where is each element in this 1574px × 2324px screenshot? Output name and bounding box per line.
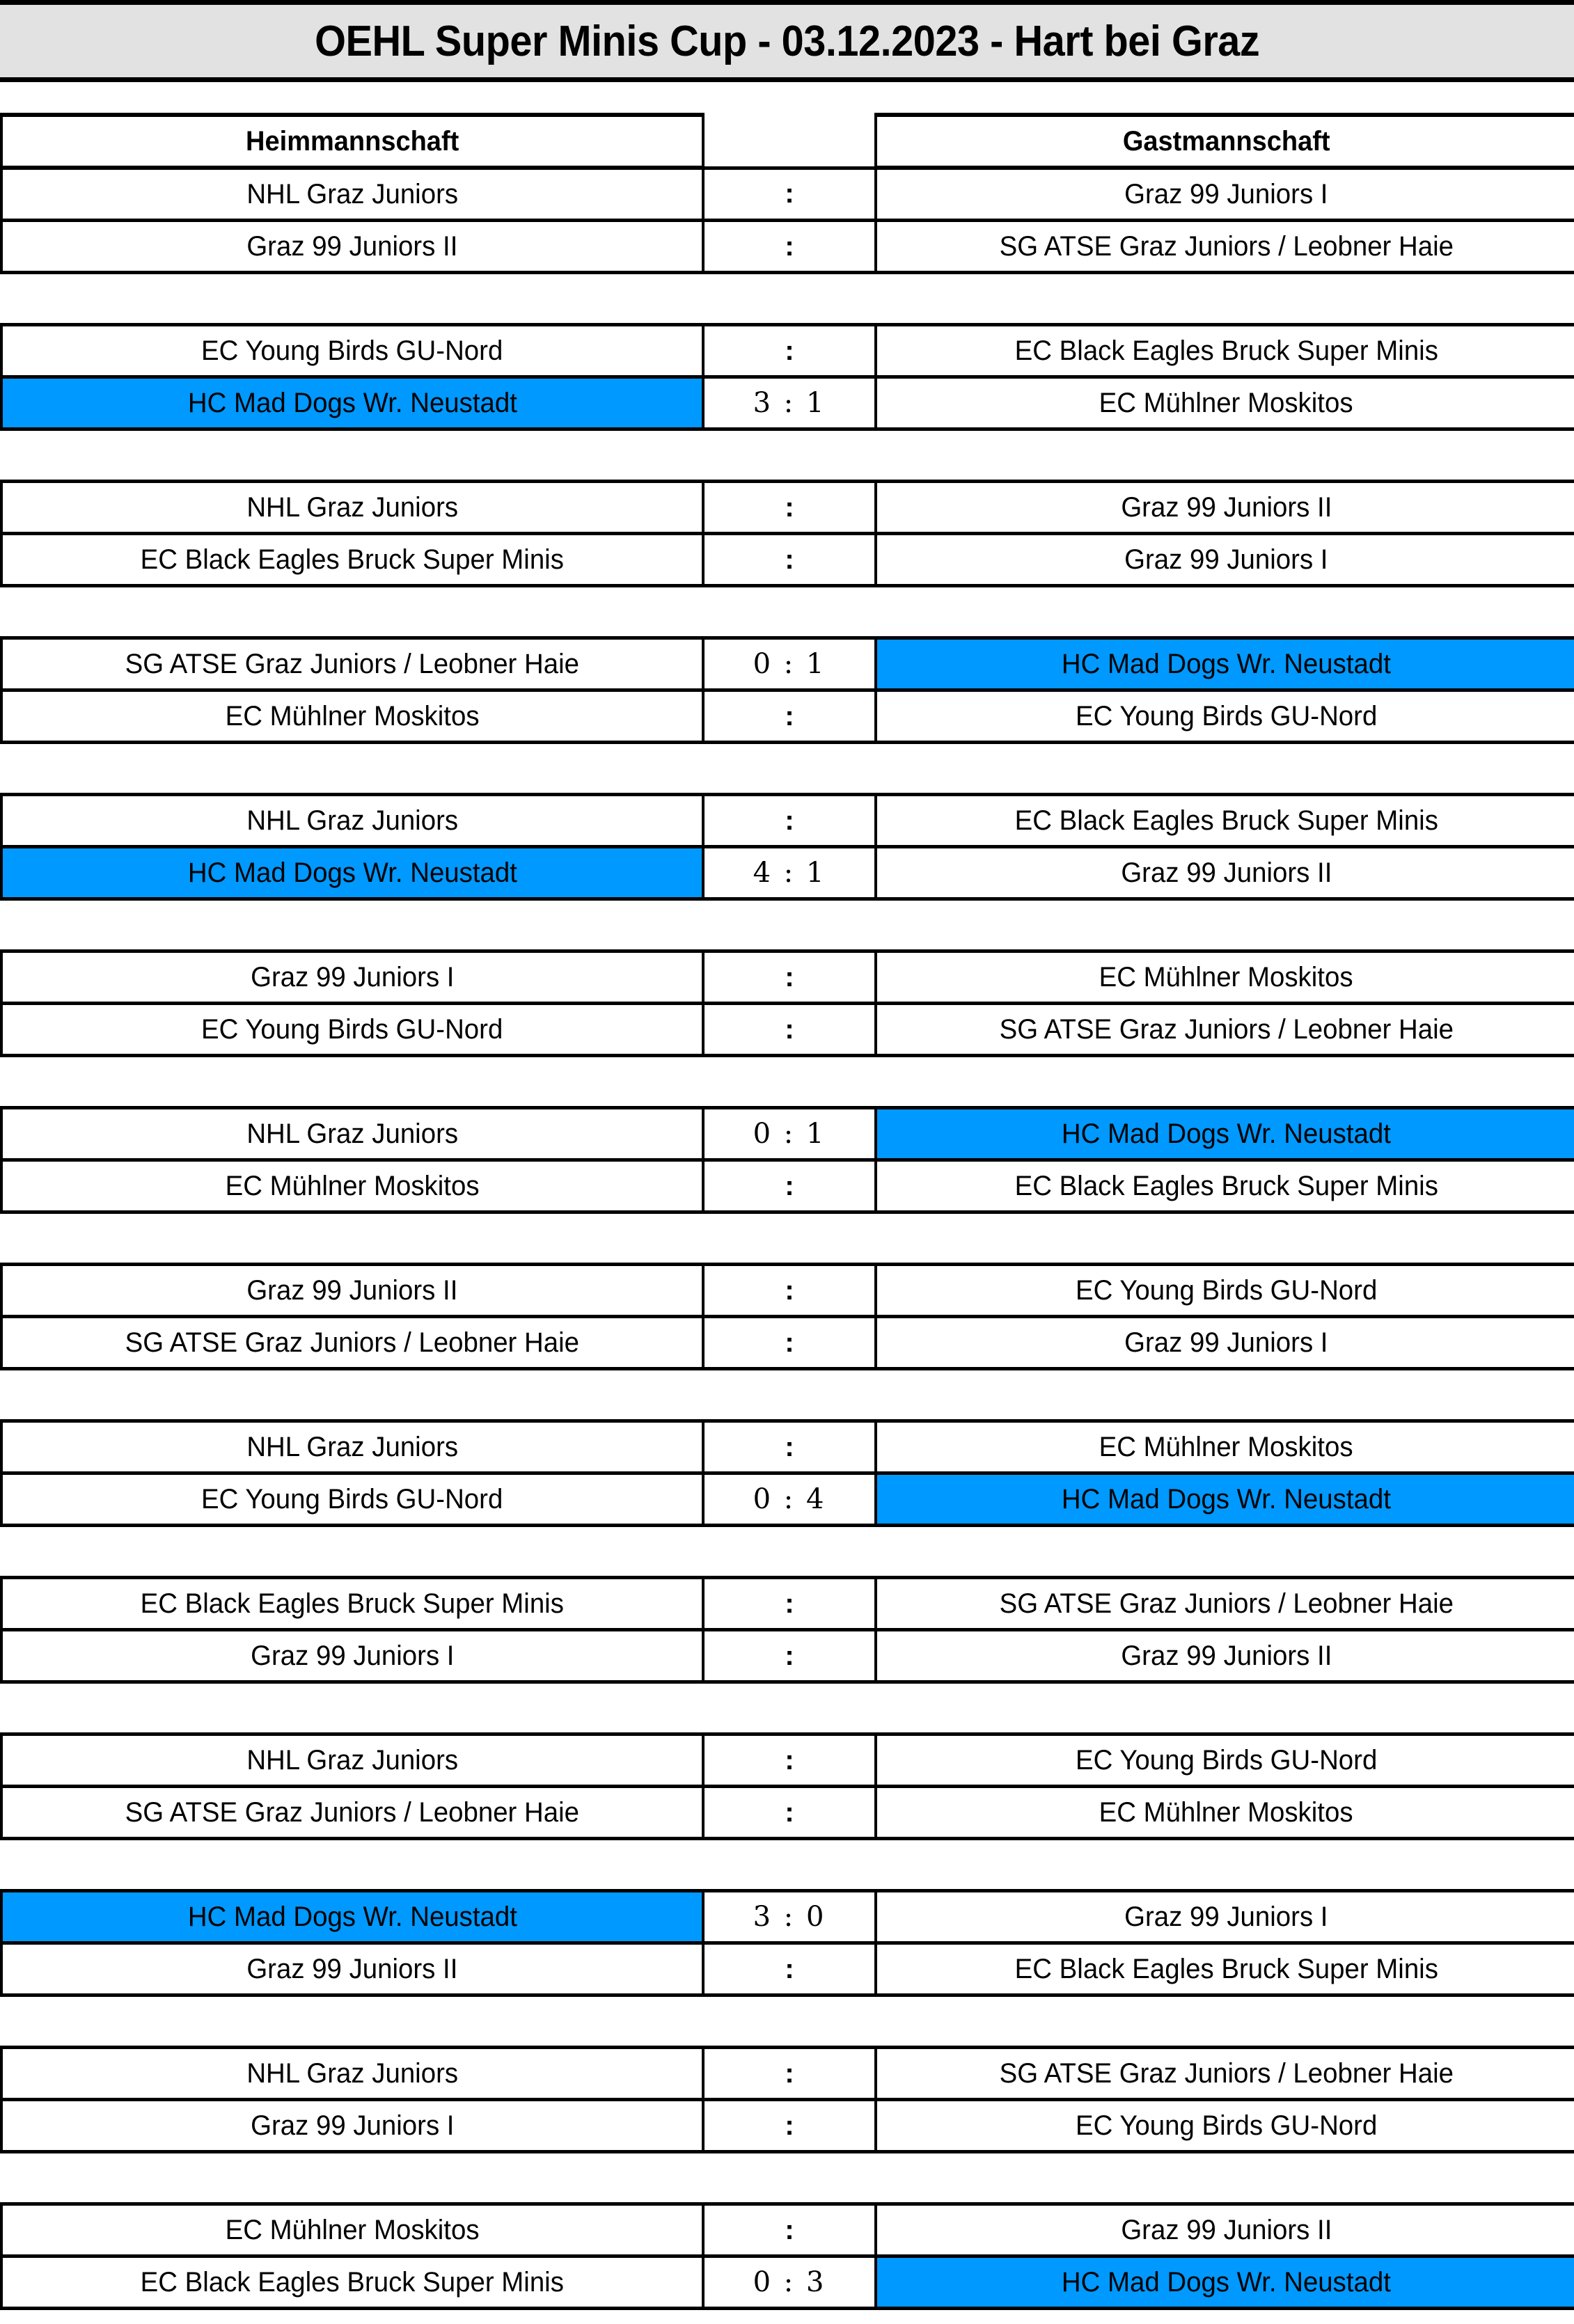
group-separator-row (1, 586, 1574, 638)
home-team-cell (1, 1630, 703, 1682)
away-team-cell (876, 690, 1574, 743)
score-cell: : (703, 951, 876, 1004)
group-separator-cell (703, 273, 876, 325)
table-row (1, 1160, 1574, 1212)
home-team-name: NHL Graz Juniors (246, 805, 458, 836)
away-team-cell (876, 1578, 1574, 1630)
home-team-name: EC Black Eagles Bruck Super Minis (140, 2266, 565, 2298)
home-team-cell (1, 2256, 703, 2309)
table-row (1, 1578, 1574, 1630)
away-team-name: EC Black Eagles Bruck Super Minis (1014, 335, 1438, 366)
group-separator-row (1, 1995, 1574, 2048)
home-team-cell (1, 795, 703, 847)
home-team-name: EC Mühlner Moskitos (225, 2214, 480, 2245)
group-separator-row (1, 1839, 1574, 1891)
score-cell: : (703, 2204, 876, 2256)
table-row (1, 1891, 1574, 1943)
group-separator-cell (876, 1526, 1574, 1578)
away-team-name: Graz 99 Juniors II (1120, 2214, 1332, 2245)
group-separator-cell (1, 1682, 703, 1734)
home-team-name: SG ATSE Graz Juniors / Leobner Haie (125, 648, 580, 679)
away-team-cell (876, 1317, 1574, 1369)
table-row (1, 1421, 1574, 1473)
away-team-cell (876, 1473, 1574, 1526)
table-row (1, 847, 1574, 899)
away-team-cell (876, 1265, 1574, 1317)
table-row (1, 377, 1574, 429)
home-team-cell (1, 221, 703, 273)
home-team-name: Graz 99 Juniors I (250, 1640, 455, 1671)
away-team-name: SG ATSE Graz Juniors / Leobner Haie (999, 1013, 1454, 1045)
away-team-cell (876, 1421, 1574, 1473)
group-separator-cell (876, 1682, 1574, 1734)
tournament-title-bar (0, 0, 1574, 82)
group-separator-cell (703, 429, 876, 482)
score-cell: 0 : 3 (703, 2256, 876, 2309)
group-separator-row (1, 899, 1574, 951)
table-row (1, 221, 1574, 273)
away-team-cell (876, 325, 1574, 377)
home-team-name: NHL Graz Juniors (246, 1431, 458, 1462)
home-team-cell (1, 168, 703, 221)
home-team-name: HC Mad Dogs Wr. Neustadt (187, 387, 517, 418)
away-team-name: Graz 99 Juniors I (1124, 1327, 1328, 1358)
group-separator-cell (1, 899, 703, 951)
home-team-name: Graz 99 Juniors II (246, 230, 458, 262)
away-team-name: Graz 99 Juniors II (1120, 857, 1332, 888)
group-separator-row (1, 1212, 1574, 1265)
table-row (1, 1004, 1574, 1056)
group-separator-cell (876, 1056, 1574, 1108)
away-team-name: EC Young Birds GU-Nord (1075, 2110, 1378, 2141)
group-separator-cell (876, 429, 1574, 482)
score-cell: 4 : 1 (703, 847, 876, 899)
home-team-name: Graz 99 Juniors II (246, 1953, 458, 1984)
group-separator-cell (703, 899, 876, 951)
score-cell: : (703, 1160, 876, 1212)
away-team-name: EC Mühlner Moskitos (1099, 1431, 1353, 1462)
score-cell: : (703, 2048, 876, 2100)
away-team-name: HC Mad Dogs Wr. Neustadt (1061, 1483, 1392, 1515)
home-team-cell (1, 951, 703, 1004)
away-team-cell (876, 482, 1574, 534)
score-cell: 0 : 4 (703, 1473, 876, 1526)
schedule-table (0, 113, 1574, 2310)
away-team-name: SG ATSE Graz Juniors / Leobner Haie (999, 2057, 1454, 2089)
group-separator-cell (703, 1056, 876, 1108)
table-row (1, 1787, 1574, 1839)
home-team-name: SG ATSE Graz Juniors / Leobner Haie (125, 1327, 580, 1358)
score-cell: 3 : 1 (703, 377, 876, 429)
away-team-cell (876, 847, 1574, 899)
score-cell: : (703, 1004, 876, 1056)
home-team-cell (1, 1578, 703, 1630)
score-cell: : (703, 1630, 876, 1682)
group-separator-cell (876, 586, 1574, 638)
group-separator-cell (1, 743, 703, 795)
home-team-name: EC Young Birds GU-Nord (201, 335, 503, 366)
group-separator-cell (876, 1995, 1574, 2048)
away-team-cell (876, 221, 1574, 273)
score-cell: : (703, 1787, 876, 1839)
home-team-name: Graz 99 Juniors I (250, 2110, 455, 2141)
away-team-name: EC Mühlner Moskitos (1099, 1796, 1353, 1828)
score-cell: : (703, 168, 876, 221)
group-separator-row (1, 743, 1574, 795)
home-team-cell (1, 1734, 703, 1787)
home-team-name: EC Young Birds GU-Nord (201, 1483, 503, 1515)
group-separator-cell (703, 586, 876, 638)
score-cell: 0 : 1 (703, 638, 876, 690)
column-header-away (876, 115, 1574, 168)
score-cell: : (703, 1943, 876, 1995)
group-separator-row (1, 273, 1574, 325)
table-row (1, 168, 1574, 221)
column-header-away-label: Gastmannschaft (1122, 125, 1330, 157)
table-row (1, 1630, 1574, 1682)
group-separator-cell (703, 2152, 876, 2204)
home-team-cell (1, 1473, 703, 1526)
home-team-cell (1, 1891, 703, 1943)
group-separator-row (1, 1682, 1574, 1734)
away-team-name: EC Young Birds GU-Nord (1075, 1744, 1378, 1776)
group-separator-row (1, 1526, 1574, 1578)
home-team-cell (1, 482, 703, 534)
away-team-cell (876, 951, 1574, 1004)
home-team-cell (1, 690, 703, 743)
away-team-cell (876, 1160, 1574, 1212)
group-separator-cell (1, 1995, 703, 2048)
home-team-cell (1, 1004, 703, 1056)
home-team-cell (1, 1317, 703, 1369)
group-separator-cell (703, 1839, 876, 1891)
score-cell: : (703, 1578, 876, 1630)
group-separator-cell (1, 1526, 703, 1578)
group-separator-cell (876, 2152, 1574, 2204)
away-team-name: HC Mad Dogs Wr. Neustadt (1061, 2266, 1392, 2298)
away-team-cell (876, 2048, 1574, 2100)
home-team-cell (1, 1108, 703, 1160)
home-team-cell (1, 534, 703, 586)
away-team-cell (876, 795, 1574, 847)
home-team-cell (1, 1943, 703, 1995)
column-header-score (703, 115, 876, 168)
group-separator-cell (1, 1369, 703, 1421)
home-team-name: EC Black Eagles Bruck Super Minis (140, 1588, 565, 1619)
table-header-row (1, 115, 1574, 168)
table-row (1, 1317, 1574, 1369)
home-team-name: NHL Graz Juniors (246, 491, 458, 523)
group-separator-cell (703, 1369, 876, 1421)
table-row (1, 690, 1574, 743)
column-header-home-label: Heimmannschaft (245, 125, 459, 157)
away-team-cell (876, 2204, 1574, 2256)
home-team-name: HC Mad Dogs Wr. Neustadt (187, 857, 517, 888)
group-separator-cell (703, 1682, 876, 1734)
away-team-cell (876, 1004, 1574, 1056)
group-separator-row (1, 1056, 1574, 1108)
home-team-cell (1, 1421, 703, 1473)
group-separator-cell (703, 1212, 876, 1265)
home-team-name: EC Black Eagles Bruck Super Minis (140, 544, 565, 575)
group-separator-cell (1, 1839, 703, 1891)
score-cell: 3 : 0 (703, 1891, 876, 1943)
table-row (1, 2048, 1574, 2100)
score-cell: : (703, 1421, 876, 1473)
away-team-name: EC Black Eagles Bruck Super Minis (1014, 1953, 1438, 1984)
group-separator-cell (1, 273, 703, 325)
home-team-name: Graz 99 Juniors I (250, 961, 455, 993)
group-separator-cell (703, 1526, 876, 1578)
group-separator-cell (876, 1212, 1574, 1265)
group-separator-cell (876, 1369, 1574, 1421)
table-row (1, 2100, 1574, 2152)
home-team-cell (1, 2204, 703, 2256)
group-separator-cell (1, 586, 703, 638)
away-team-cell (876, 1630, 1574, 1682)
away-team-cell (876, 377, 1574, 429)
page-title: OEHL Super Minis Cup - 03.12.2023 - Hart bei Graz (314, 17, 1260, 65)
away-team-name: HC Mad Dogs Wr. Neustadt (1061, 1118, 1392, 1149)
home-team-cell (1, 377, 703, 429)
group-separator-cell (876, 743, 1574, 795)
home-team-cell (1, 847, 703, 899)
table-row (1, 1473, 1574, 1526)
group-separator-row (1, 2152, 1574, 2204)
group-separator-cell (1, 429, 703, 482)
away-team-cell (876, 2256, 1574, 2309)
home-team-name: SG ATSE Graz Juniors / Leobner Haie (125, 1796, 580, 1828)
table-row (1, 951, 1574, 1004)
score-cell: : (703, 534, 876, 586)
home-team-cell (1, 2100, 703, 2152)
away-team-name: EC Black Eagles Bruck Super Minis (1014, 805, 1438, 836)
table-row (1, 1108, 1574, 1160)
schedule-body (1, 168, 1574, 2309)
home-team-name: EC Young Birds GU-Nord (201, 1013, 503, 1045)
group-separator-cell (876, 273, 1574, 325)
home-team-name: Graz 99 Juniors II (246, 1274, 458, 1306)
away-team-name: Graz 99 Juniors II (1120, 1640, 1332, 1671)
away-team-name: Graz 99 Juniors I (1124, 1901, 1328, 1932)
score-cell: : (703, 1734, 876, 1787)
group-separator-cell (1, 1212, 703, 1265)
home-team-cell (1, 2048, 703, 2100)
away-team-name: EC Mühlner Moskitos (1099, 387, 1353, 418)
home-team-name: NHL Graz Juniors (246, 1118, 458, 1149)
away-team-name: EC Mühlner Moskitos (1099, 961, 1353, 993)
home-team-name: EC Mühlner Moskitos (225, 1170, 480, 1201)
table-row (1, 2256, 1574, 2309)
away-team-name: Graz 99 Juniors II (1120, 491, 1332, 523)
column-header-home (1, 115, 703, 168)
group-separator-cell (703, 1995, 876, 2048)
home-team-name: NHL Graz Juniors (246, 2057, 458, 2089)
group-separator-cell (876, 1839, 1574, 1891)
away-team-name: SG ATSE Graz Juniors / Leobner Haie (999, 230, 1454, 262)
away-team-cell (876, 2100, 1574, 2152)
away-team-cell (876, 638, 1574, 690)
score-cell: : (703, 482, 876, 534)
home-team-cell (1, 1265, 703, 1317)
away-team-cell (876, 168, 1574, 221)
group-separator-cell (703, 743, 876, 795)
away-team-cell (876, 1943, 1574, 1995)
home-team-cell (1, 1160, 703, 1212)
home-team-cell (1, 1787, 703, 1839)
score-cell: : (703, 2100, 876, 2152)
score-cell: : (703, 1317, 876, 1369)
away-team-cell (876, 1108, 1574, 1160)
score-cell: : (703, 690, 876, 743)
table-row (1, 325, 1574, 377)
home-team-name: NHL Graz Juniors (246, 178, 458, 210)
score-cell: : (703, 1265, 876, 1317)
home-team-cell (1, 638, 703, 690)
table-row (1, 1265, 1574, 1317)
table-row (1, 482, 1574, 534)
away-team-cell (876, 1734, 1574, 1787)
away-team-name: HC Mad Dogs Wr. Neustadt (1061, 648, 1392, 679)
table-row (1, 1734, 1574, 1787)
away-team-cell (876, 1787, 1574, 1839)
title-spacer (0, 82, 1574, 113)
away-team-name: EC Young Birds GU-Nord (1075, 1274, 1378, 1306)
home-team-name: EC Mühlner Moskitos (225, 700, 480, 732)
group-separator-row (1, 429, 1574, 482)
group-separator-row (1, 1369, 1574, 1421)
table-row (1, 1943, 1574, 1995)
home-team-name: NHL Graz Juniors (246, 1744, 458, 1776)
group-separator-cell (876, 899, 1574, 951)
home-team-name: HC Mad Dogs Wr. Neustadt (187, 1901, 517, 1932)
table-row (1, 534, 1574, 586)
table-row (1, 2204, 1574, 2256)
group-separator-cell (1, 1056, 703, 1108)
score-cell: : (703, 795, 876, 847)
table-row (1, 638, 1574, 690)
score-cell: : (703, 221, 876, 273)
table-row (1, 795, 1574, 847)
away-team-name: SG ATSE Graz Juniors / Leobner Haie (999, 1588, 1454, 1619)
away-team-cell (876, 1891, 1574, 1943)
score-cell: : (703, 325, 876, 377)
score-cell: 0 : 1 (703, 1108, 876, 1160)
away-team-name: Graz 99 Juniors I (1124, 178, 1328, 210)
away-team-name: EC Young Birds GU-Nord (1075, 700, 1378, 732)
away-team-name: Graz 99 Juniors I (1124, 544, 1328, 575)
away-team-name: EC Black Eagles Bruck Super Minis (1014, 1170, 1438, 1201)
away-team-cell (876, 534, 1574, 586)
home-team-cell (1, 325, 703, 377)
group-separator-cell (1, 2152, 703, 2204)
